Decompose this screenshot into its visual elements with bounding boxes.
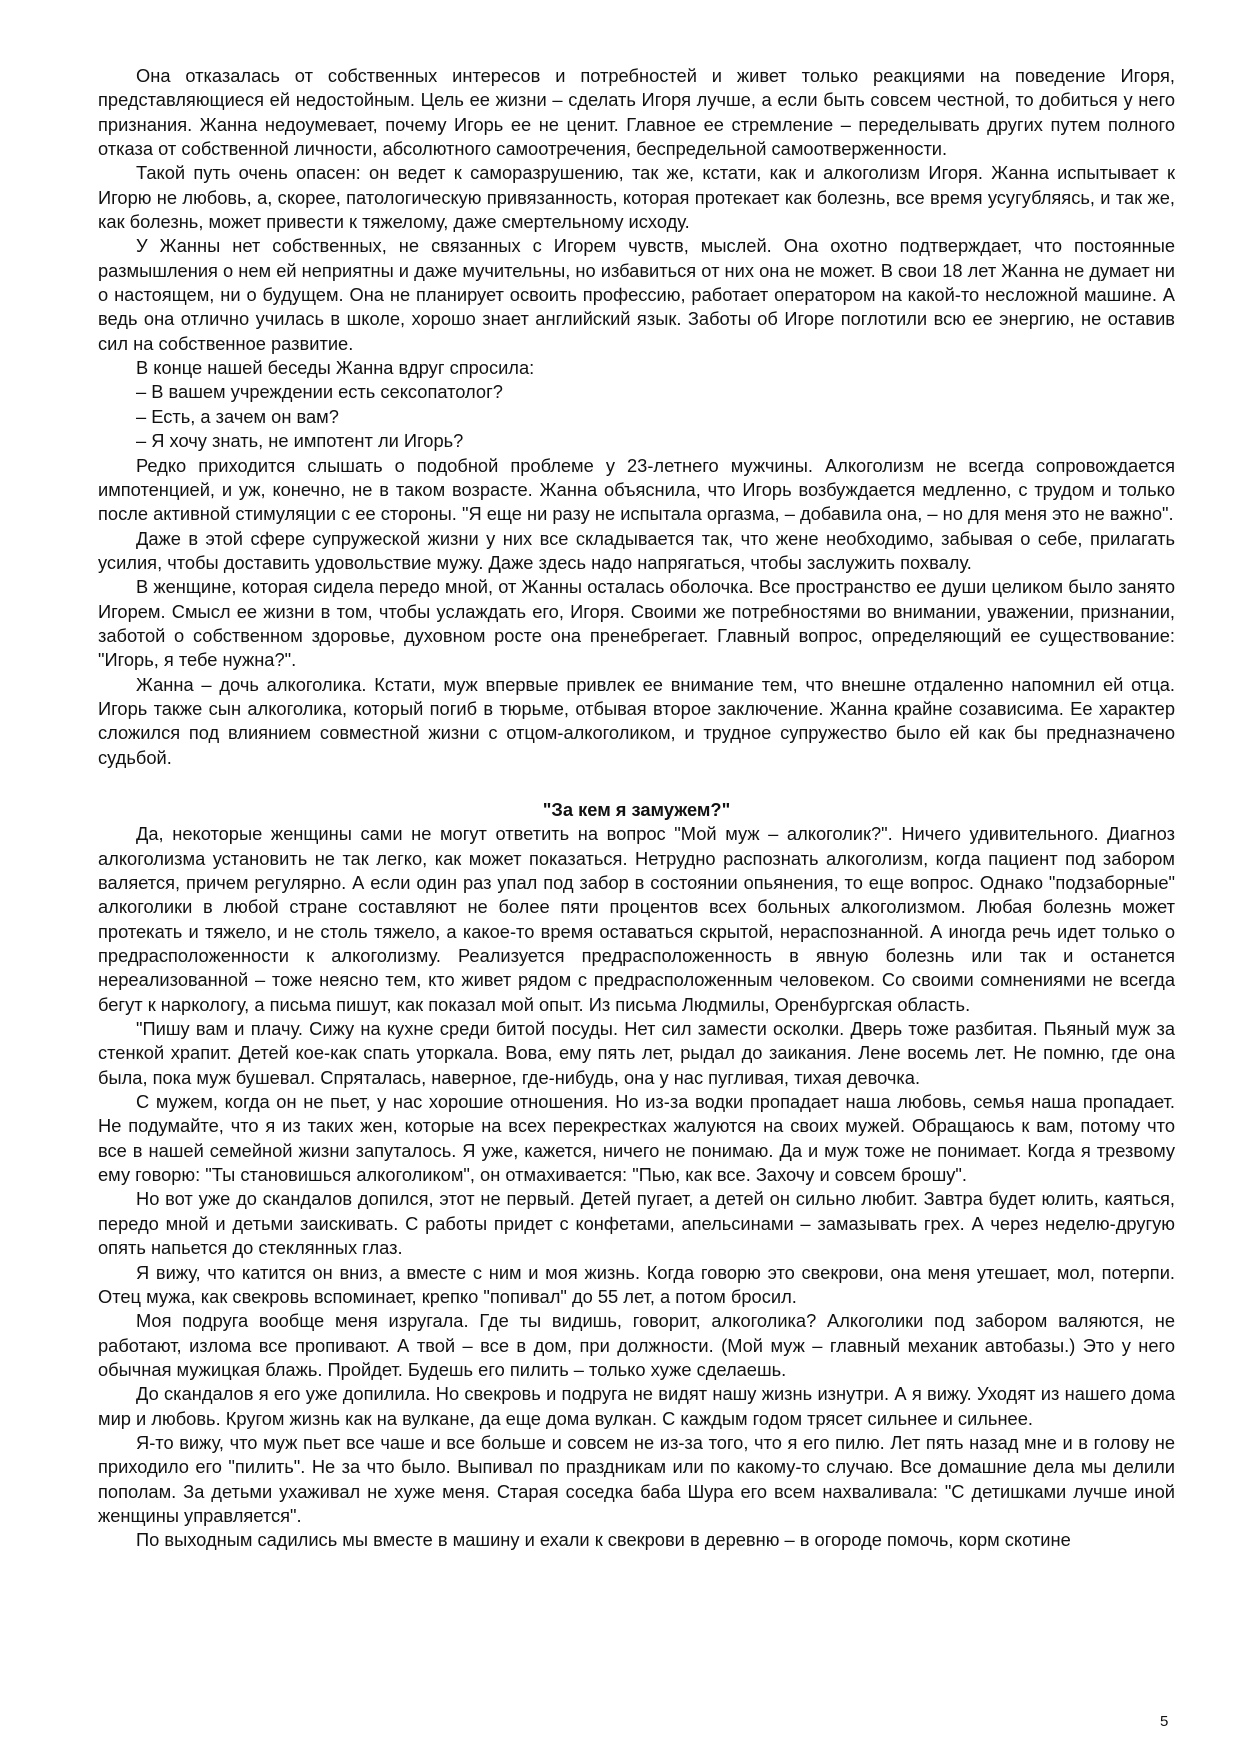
paragraph: В женщине, которая сидела передо мной, от Жанны осталась оболочка. Все пространство ее души целиком было занято Игорем. Смысл ее жизни в том, чтобы услаждать его, Игоря. Своими же потребностями во внимании, уважении, признании, заботой о собственном здоровье, духовном росте она пренебрегает. Главный вопрос, определяющий ее существование: "Игорь, я тебе нужна?". <box>98 576 1175 671</box>
paragraph: Я вижу, что катится он вниз, а вместе с ним и моя жизнь. Когда говорю это свекрови, она меня утешает, мол, потерпи. Отец мужа, как свекровь вспоминает, крепко "попивал" до 55 лет, а потом бросил. <box>98 1261 1175 1307</box>
paragraph: До скандалов я его уже допилила. Но свекровь и подруга не видят нашу жизнь изнутри. А я вижу. Уходят из нашего дома мир и любовь. Кругом жизнь как на вулкане, да еще дома вулкан. С каждым годом трясет сильнее и сильнее. <box>98 1383 1175 1429</box>
paragraph: В конце нашей беседы Жанна вдруг спросила: <box>136 357 535 379</box>
paragraph: Такой путь очень опасен: он ведет к саморазрушению, так же, кстати, как и алкоголизм Игоря. Жанна испытывает к Игорю не любовь, а, скорее, патологическую привязанность, которая протекает как болезнь, все время усугубляясь, и так же, как болезнь, может привести к тяжелому, даже смертельному исходу. <box>98 162 1175 233</box>
paragraph: Редко приходится слышать о подобной проблеме у 23-летнего мужчины. Алкоголизм не всегда сопровождается импотенцией, и уж, конечно, не в таком возрасте. Жанна объяснила, что Игорь возбуждается медленно, с трудом и только после активной стимуляции с ее стороны. "Я еще ни разу не испытала оргазма, – добавила она, – но для меня это не важно". <box>98 454 1175 525</box>
dialog-line: – В вашем учреждении есть сексопатолог? <box>136 381 503 403</box>
paragraph: Жанна – дочь алкоголика. Кстати, муж впервые привлек ее внимание тем, что внешне отдаленно напомнил ей отца. Игорь также сын алкоголика, который погиб в тюрьме, отбывая второе заключение. Жанна крайне созависима. Ее характер сложился под влиянием совместной жизни с отцом-алкоголиком, и трудное супружество было ей как бы предназначено судьбой. <box>98 673 1175 768</box>
paragraph: "Пишу вам и плачу. Сижу на кухне среди битой посуды. Нет сил замести осколки. Дверь тоже разбитая. Пьяный муж за стенкой храпит. Детей кое-как спать уторкала. Вова, ему пять лет, рыдал до заикания. Лене восемь лет. Не помню, где она была, пока муж бушевал. Спряталась, наверное, где-нибудь, она у нас пугливая, тихая девочка. <box>98 1018 1175 1088</box>
paragraph: По выходным садились мы вместе в машину и ехали к свекрови в деревню – в огороде помочь, корм скотине <box>136 1529 1071 1551</box>
paragraph: Да, некоторые женщины сами не могут ответить на вопрос "Мой муж – алкоголик?". Ничего удивительного. Диагноз алкоголизма установить не так легко, как может показаться. Нетрудно распознать алкоголизм, когда пациент под забором валяется, причем регулярно. А если один раз упал под забор в состоянии опьянения, то еще вопрос. Однако "подзаборные" алкоголики в любой стране составляют не более пяти процентов всех больных алкоголизмом. Любая болезнь может протекать и тяжело, и не столь тяжело, а какое-то время оставаться скрытой, нераспознанной. А иногда речь идет только о предрасположенности к алкоголизму. Реализуется предрасположенность в явную болезнь или так и останется нереализованной – тоже неясно тем, кто живет рядом с предрасположенным человеком. Со своими сомнениями не всегда бегут к наркологу, а письма пишут, как показал мой опыт. Из письма Людмилы, Оренбургская область. <box>98 823 1175 1015</box>
page-number: 5 <box>1160 1713 1169 1730</box>
paragraph: Я-то вижу, что муж пьет все чаше и все больше и совсем не из-за того, что я его пилю. Лет пять назад мне и в голову не приходило его "пилить". Не за что было. Выпивал по праздникам или по какому-то случаю. Все домашние дела мы делили пополам. За детьми ухаживал не хуже меня. Старая соседка баба Шура его всем нахваливала: "С детишками лучше иной женщины управляется". <box>98 1431 1175 1526</box>
paragraph: Она отказалась от собственных интересов и потребностей и живет только реакциями на поведение Игоря, представляющиеся ей недостойным. Цель ее жизни – сделать Игоря лучше, а если быть совсем честной, то добиться у него признания. Жанна недоумевает, почему Игорь ее не ценит. Главное ее стремление – переделывать других путем полного отказа от собственной личности, абсолютного самоотречения, беспредельной самоотверженности. <box>98 65 1175 160</box>
paragraph: Даже в этой сфере супружеской жизни у них все складывается так, что жене необходимо, забывая о себе, прилагать усилия, чтобы доставить удовольствие мужу. Даже здесь надо напрягаться, чтобы заслужить похвалу. <box>98 527 1175 573</box>
paragraph: Моя подруга вообще меня изругала. Где ты видишь, говорит, алкоголика? Алкоголики под забором валяются, не работают, излома все пропивают. А твой – все в дом, при должности. (Мой муж – главный механик автобазы.) Это у него обычная мужицкая блажь. Пройдет. Будешь его пилить – только хуже сделаешь. <box>98 1310 1175 1380</box>
page-body <box>98 64 1175 1553</box>
paragraph: С мужем, когда он не пьет, у нас хорошие отношения. Но из-за водки пропадает наша любовь, семья наша пропадает. Не подумайте, что я из таких жен, которые на всех перекрестках жалуются на своих мужей. Обращаюсь к вам, потому что все в нашей семейной жизни запуталось. Я уже, кажется, ничего не понимаю. Да и муж тоже не понимает. Когда я трезвому ему говорю: "Ты становишься алкоголиком", он отмахивается: "Пью, как все. Захочу и совсем брошу". <box>98 1091 1175 1186</box>
section-heading: "За кем я замужем?" <box>542 798 731 820</box>
paragraph: Но вот уже до скандалов допился, этот не первый. Детей пугает, а детей он сильно любит. Завтра будет юлить, каяться, передо мной и детьми заискивать. С работы придет с конфетами, апельсинами – замазывать грех. А через неделю-другую опять напьется до стеклянных глаз. <box>98 1188 1175 1259</box>
dialog-line: – Есть, а зачем он вам? <box>136 405 339 427</box>
paragraph: У Жанны нет собственных, не связанных с Игорем чувств, мыслей. Она охотно подтверждает, что постоянные размышления о нем ей неприятны и даже мучительны, но избавиться от них она не может. В свои 18 лет Жанна не думает ни о настоящем, ни о будущем. Она не планирует освоить профессию, работает оператором на какой-то несложной машине. А ведь она отлично училась в школе, хорошо знает английский язык. Заботы об Игоре поглотили всю ее энергию, не оставив сил на собственное развитие. <box>98 235 1175 354</box>
dialog-line: – Я хочу знать, не импотент ли Игорь? <box>136 430 464 452</box>
